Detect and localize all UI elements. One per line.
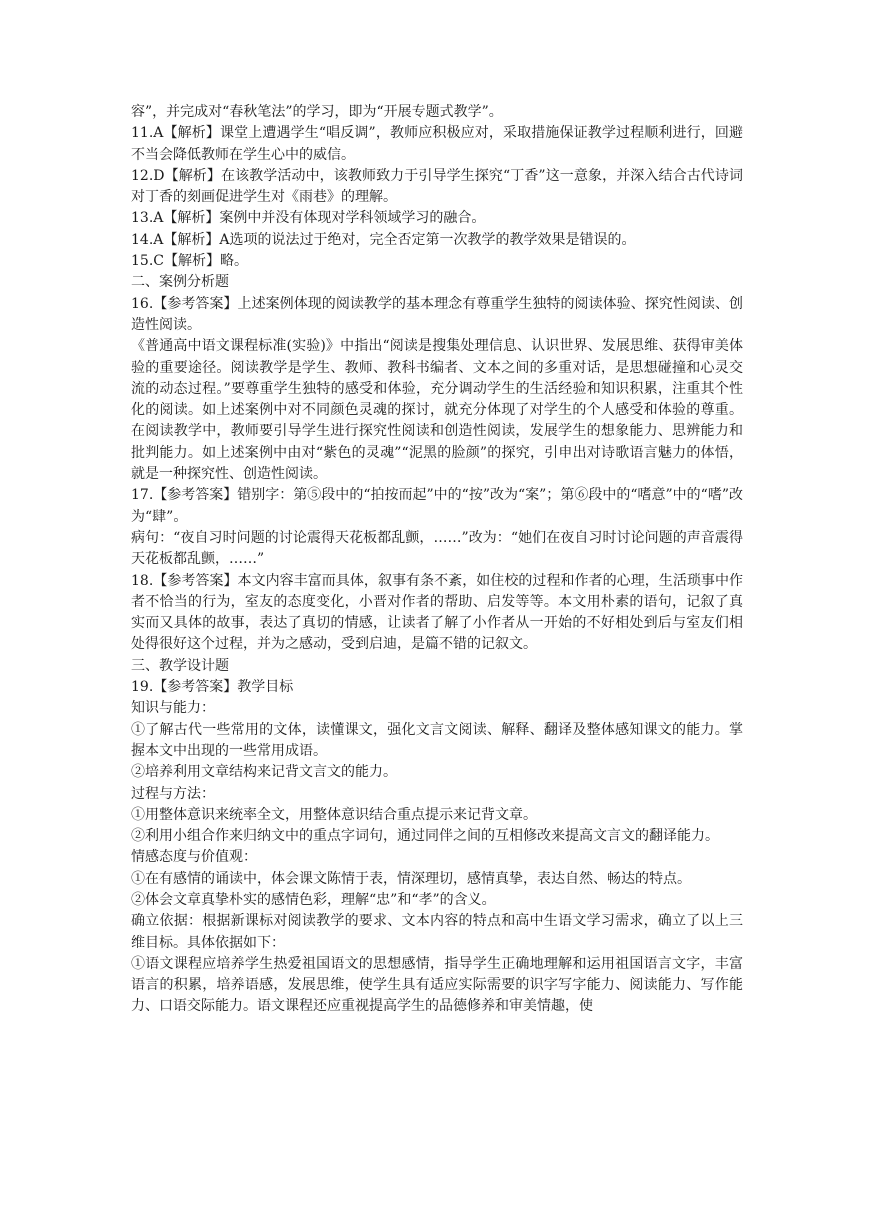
goal-knowledge-1: ①了解古代一些常用的文体，读懂课文，强化文言文阅读、解释、翻译及整体感知课文的能力。掌握本文中出现的一些常用成语。 (131, 721, 743, 759)
subheading-process-method: 过程与方法： (131, 785, 215, 802)
answer-16-explanation: 《普通高中语文课程标准(实验)》中指出“阅读是搜集处理信息、认识世界、发展思维、获得审美体验的重要途径。阅读教学是学生、教师、教科书编者、文本之间的多重对话，是思想碰撞和心灵交流的动态过程。”要尊重学生独特的感受和体验，充分调动学生的生活经验和知识积累，注重其个性化的阅读。如上述案例中对不同颜色灵魂的探讨，就充分体现了对学生的个人感受和体验的尊重。在阅读教学中，教师要引导学生进行探究性阅读和创造性阅读，发展学生的想象能力、思辨能力和批判能力。如上述案例中由对“紫色的灵魂”“泥黑的脸颜”的探究，引申出对诗歌语言魅力的体悟，就是一种探究性、创造性阅读。 (131, 338, 743, 483)
answer-17-sentence: 病句：“夜自习时问题的讨论震得天花板都乱颤，……”改为：“她们在夜自习时讨论问题的声音震得天花板都乱颤，……” (131, 529, 743, 568)
goal-process-2: ②利用小组合作来归纳文中的重点字词句，通过同伴之间的互相修改来提高文言文的翻译能力。 (131, 828, 719, 845)
answer-11: 11.A【解析】课堂上遭遇学生“唱反调”，教师应积极应对，采取措施保证教学过程顺利进行，回避不当会降低教师在学生心中的威信。 (131, 125, 743, 163)
section-heading-case-analysis: 二、案例分析题 (131, 274, 229, 291)
answer-18: 18.【参考答案】本文内容丰富而具体，叙事有条不紊，如住校的过程和作者的心理，生活琐事中作者不恰当的行为，室友的态度变化，小晋对作者的帮助、启发等等。本文用朴素的语句，记叙了真实而又具体的故事，表达了真切的情感，让读者了解了小作者从一开始的不好相处到后与室友们相处得很好这个过程，并为之感动，受到启迪，是篇不错的记叙文。 (131, 572, 743, 653)
answer-12: 12.D【解析】在该教学活动中，该教师致力于引导学生探究“丁香”这一意象，并深入结合古代诗词对丁香的刻画促进学生对《雨巷》的理解。 (131, 167, 743, 206)
answer-15: 15.C【解析】略。 (131, 253, 248, 270)
rationale-intro: 确立依据：根据新课标对阅读教学的要求、文本内容的特点和高中生语文学习需求，确立了以上三维目标。具体依据如下： (131, 913, 743, 951)
answer-13: 13.A【解析】案例中并没有体现对学科领域学习的融合。 (131, 210, 486, 227)
answer-14: 14.A【解析】A选项的说法过于绝对，完全否定第一次教学的教学效果是错误的。 (131, 231, 636, 248)
goal-emotion-2: ②体会文章真挚朴实的感情色彩，理解“忠”和“孝”的含义。 (131, 891, 496, 908)
answer-16: 16.【参考答案】上述案例体现的阅读教学的基本理念有尊重学生独特的阅读体验、探究性阅读、创造性阅读。 (131, 295, 743, 333)
goal-emotion-1: ①在有感情的诵读中，体会课文陈情于表，情深理切，感情真挚，表达自然、畅达的特点。 (131, 870, 691, 887)
paragraph-continuation: 容”，并完成对“春秋笔法”的学习，即为“开展专题式教学”。 (131, 104, 503, 120)
goal-knowledge-2: ②培养利用文章结构来记背文言文的能力。 (131, 764, 397, 781)
subheading-knowledge-ability: 知识与能力： (131, 700, 215, 717)
answer-19-heading: 19.【参考答案】教学目标 (131, 679, 294, 696)
document-body (131, 102, 743, 1018)
subheading-emotion-values: 情感态度与价值观： (131, 849, 257, 866)
answer-17-typos: 17.【参考答案】错别字：第⑤段中的“拍按而起”中的“按”改为“案”；第⑥段中的“嗜意”中的“嗜”改为“肆”。 (131, 487, 743, 525)
section-heading-teaching-design: 三、教学设计题 (131, 657, 229, 674)
rationale-1: ①语文课程应培养学生热爱祖国语文的思想感情，指导学生正确地理解和运用祖国语言文字，丰富语言的积累，培养语感，发展思维，使学生具有适应实际需要的识字写字能力、阅读能力、写作能力、口语交际能力。语文课程还应重视提高学生的品德修养和审美情趣，使 (131, 955, 743, 1015)
goal-process-1: ①用整体意识来统率全文，用整体意识结合重点提示来记背文章。 (131, 806, 537, 823)
